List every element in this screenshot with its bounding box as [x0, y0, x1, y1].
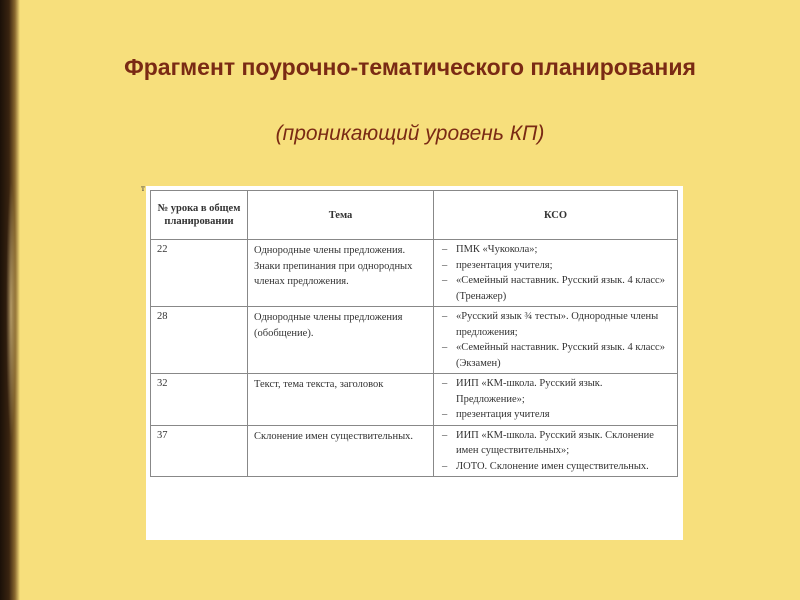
kso-item: – ИИП «КМ-школа. Русский язык. Склонение имен существительных»; — [440, 428, 671, 459]
table-header-row — [151, 191, 678, 240]
table-row — [151, 240, 678, 307]
slide-subtitle: (проникающий уровень КП) — [275, 122, 545, 145]
kso-item: – ПМК «Чукокола»; — [440, 242, 671, 258]
lesson-kso — [434, 374, 678, 426]
header-lesson-number: № урока в общем планировании — [151, 191, 248, 240]
header-kso: КСО — [434, 191, 678, 240]
lesson-number: 28 — [151, 307, 248, 374]
header-topic: Тема — [248, 191, 434, 240]
left-glow — [6, 180, 16, 440]
lesson-topic: Текст, тема текста, заголовок — [248, 374, 434, 426]
table-row — [151, 374, 678, 426]
slide-title: Фрагмент поурочно-тематического планирования — [124, 54, 696, 80]
lesson-kso — [434, 425, 678, 477]
document-marker: т — [141, 183, 145, 193]
lesson-topic: Склонение имен существительных. — [248, 425, 434, 477]
lesson-topic: Однородные члены предложения (обобщение). — [248, 307, 434, 374]
kso-item: – презентация учителя; — [440, 258, 671, 274]
lesson-kso — [434, 307, 678, 374]
lesson-number: 22 — [151, 240, 248, 307]
kso-item: – ЛОТО. Склонение имен существительных. — [440, 459, 671, 475]
lesson-kso — [434, 240, 678, 307]
lesson-number: 32 — [151, 374, 248, 426]
kso-item: – ИИП «КМ-школа. Русский язык. Предложение»; — [440, 376, 671, 407]
kso-item: – «Русский язык ¾ тесты». Однородные члены предложения; — [440, 309, 671, 340]
kso-item: – презентация учителя — [440, 407, 671, 423]
kso-item: – «Семейный наставник. Русский язык. 4 класс» (Тренажер) — [440, 273, 671, 304]
document-table-image — [146, 186, 683, 540]
table-row — [151, 425, 678, 477]
planning-table — [150, 190, 678, 477]
lesson-topic: Однородные члены предложения. Знаки препинания при однородных членах предложения. — [248, 240, 434, 307]
kso-item: – «Семейный наставник. Русский язык. 4 класс» (Экзамен) — [440, 340, 671, 371]
table-row — [151, 307, 678, 374]
lesson-number: 37 — [151, 425, 248, 477]
